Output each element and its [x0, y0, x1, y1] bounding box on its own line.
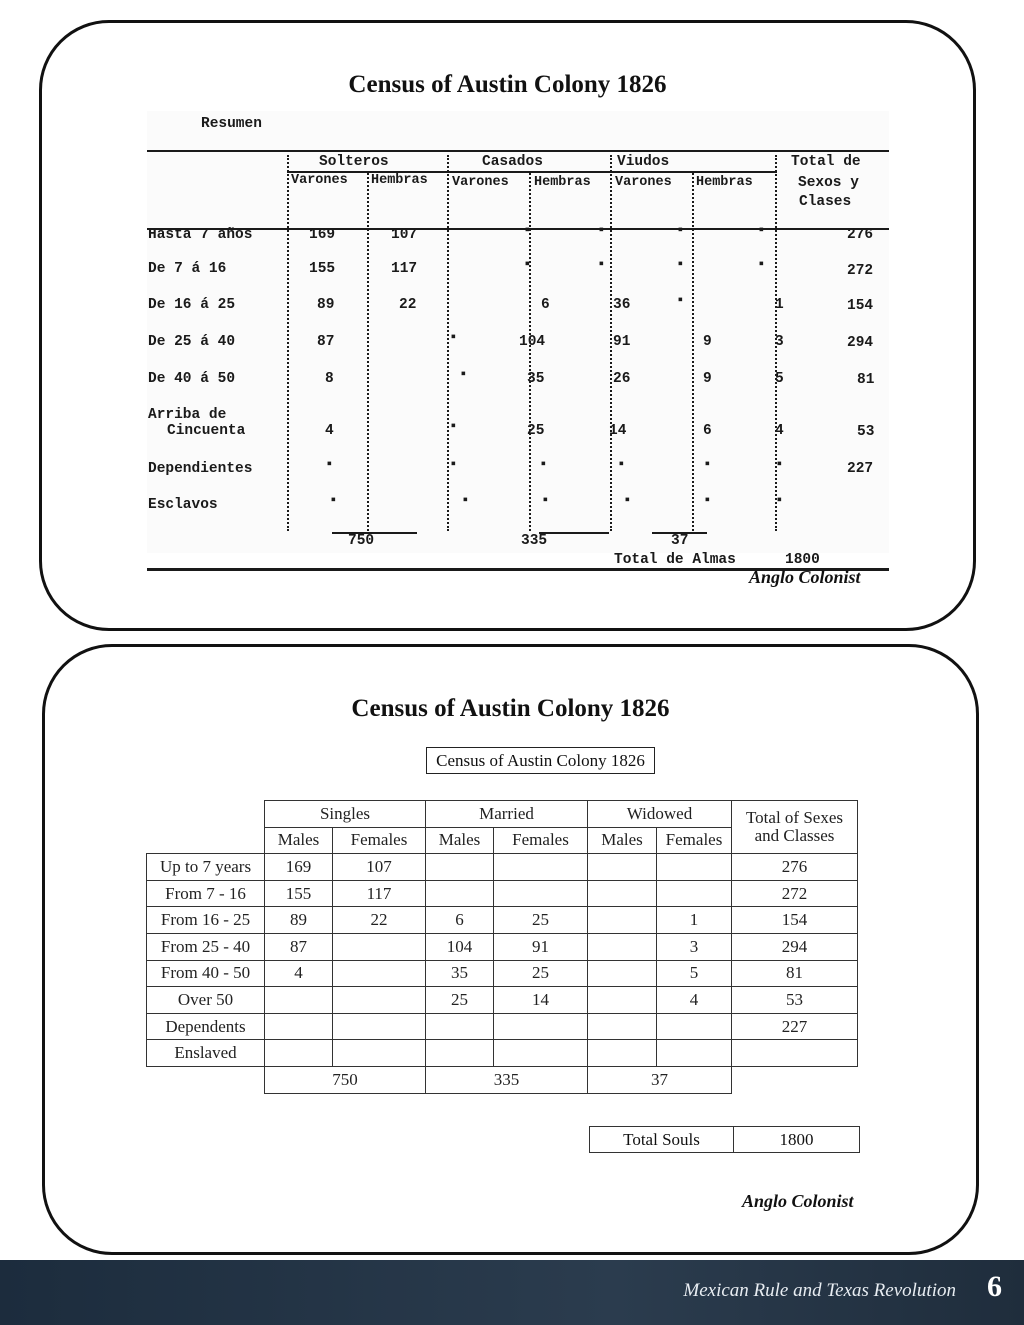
row-total: 272: [732, 880, 858, 907]
table-cell: [657, 854, 732, 881]
scan-resumen: Resumen: [201, 116, 262, 132]
row-label: Up to 7 years: [147, 854, 265, 881]
table-row: [147, 933, 858, 960]
table-cell: [588, 880, 657, 907]
scan-cell: 36: [613, 297, 631, 313]
total-souls-table: [589, 1126, 860, 1153]
scan-subtotal: 335: [521, 533, 548, 549]
scan-cell: 8: [325, 371, 334, 387]
group-header: Singles: [265, 801, 426, 828]
scan-cell: ▪: [775, 457, 784, 473]
table-cell: 87: [265, 933, 333, 960]
page-number: 6: [987, 1270, 1002, 1303]
table-box-title: Census of Austin Colony 1826: [426, 747, 655, 774]
scan-row-label: Cincuenta: [167, 423, 246, 439]
table-cell: 6: [426, 907, 494, 934]
table-cell: [426, 1013, 494, 1040]
scan-col-sep: [610, 155, 612, 531]
panel-title: Census of Austin Colony 1826: [351, 695, 670, 722]
scan-row-label: Esclavos: [148, 497, 218, 513]
scan-subcol: Varones: [452, 175, 509, 190]
table-cell: 104: [426, 933, 494, 960]
scan-cell: ▪: [775, 493, 784, 509]
scan-subcol: Varones: [615, 175, 672, 190]
table-cell: [333, 1040, 426, 1067]
scan-col-sep: [692, 173, 694, 531]
scan-total: 53: [857, 424, 875, 440]
scan-total: 81: [857, 372, 875, 388]
table-cell: 25: [494, 907, 588, 934]
scan-cell: ▪: [449, 419, 458, 435]
table-cell: [426, 880, 494, 907]
total-souls-label: Total Souls: [590, 1127, 734, 1153]
row-label: From 16 - 25: [147, 907, 265, 934]
table-cell: [426, 854, 494, 881]
row-total: 227: [732, 1013, 858, 1040]
row-total: 53: [732, 987, 858, 1014]
scan-subcol: Hembras: [371, 173, 428, 188]
table-cell: [588, 854, 657, 881]
scan-group-header: Viudos: [617, 154, 670, 170]
scan-cell: 5: [775, 371, 784, 387]
group-header: Widowed: [588, 801, 732, 828]
scan-cell: ▪: [597, 223, 606, 239]
table-row: [147, 1040, 858, 1067]
scan-group-header: Solteros: [319, 154, 389, 170]
scan-row-label: De 40 á 50: [148, 371, 236, 387]
table-cell: [588, 960, 657, 987]
table-cell: [494, 1040, 588, 1067]
total-header: [732, 801, 858, 854]
scan-row-label: Dependientes: [148, 461, 253, 477]
scan-cell: 9: [703, 371, 712, 387]
scan-cell: 35: [527, 371, 545, 387]
table-cell: [333, 933, 426, 960]
table-row: [147, 1013, 858, 1040]
scan-subcol: Hembras: [696, 175, 753, 190]
table-cell: [265, 1013, 333, 1040]
image-caption: Anglo Colonist: [749, 567, 861, 587]
row-label: Enslaved: [147, 1040, 265, 1067]
scan-row-label: De 7 á 16: [148, 261, 227, 277]
scan-cell: 22: [399, 297, 417, 313]
scan-cell: ▪: [703, 493, 712, 509]
panel-title: Census of Austin Colony 1826: [348, 71, 667, 98]
scan-cell: ▪: [523, 257, 532, 273]
row-label: Over 50: [147, 987, 265, 1014]
scanned-census-table: [147, 111, 889, 568]
subcol-header: Females: [333, 827, 426, 854]
row-total: [732, 1040, 858, 1067]
table-cell: [494, 880, 588, 907]
scan-cell: 89: [317, 297, 335, 313]
row-label: From 40 - 50: [147, 960, 265, 987]
total-souls-value: 1800: [734, 1127, 860, 1153]
scan-cell: 9: [703, 334, 712, 350]
scan-cell: 107: [391, 227, 418, 243]
table-cell: [588, 907, 657, 934]
scan-subcol: Varones: [291, 173, 348, 188]
scan-row-label: Arriba de: [148, 407, 227, 423]
row-label: From 7 - 16: [147, 880, 265, 907]
image-caption: Anglo Colonist: [742, 1191, 854, 1211]
scan-panel: [39, 20, 976, 631]
census-table: [146, 800, 858, 1094]
scan-subtotal: 37: [671, 533, 689, 549]
table-cell: 22: [333, 907, 426, 934]
scan-cell: 117: [391, 261, 418, 277]
scan-row-label: De 16 á 25: [148, 297, 236, 313]
scan-cell: ▪: [539, 457, 548, 473]
scan-total: 272: [847, 263, 874, 279]
scan-total-label: Total de Almas: [614, 552, 736, 568]
scan-cell: ▪: [757, 257, 766, 273]
transcription-panel: [42, 644, 979, 1255]
scan-subcol: Hembras: [534, 175, 591, 190]
subcol-header: Males: [426, 827, 494, 854]
table-cell: [657, 1013, 732, 1040]
scan-cell: ▪: [757, 223, 766, 239]
scan-total-value: 1800: [785, 552, 820, 568]
table-cell: [588, 1013, 657, 1040]
scan-cell: ▪: [523, 223, 532, 239]
scan-col-sep: [287, 155, 289, 531]
table-cell: 107: [333, 854, 426, 881]
scan-cell: 91: [613, 334, 631, 350]
scan-cell: ▪: [325, 457, 334, 473]
scan-cell: 87: [317, 334, 335, 350]
table-header-row: [147, 801, 858, 828]
table-cell: [494, 854, 588, 881]
table-cell: 4: [265, 960, 333, 987]
scan-total: 154: [847, 298, 874, 314]
table-cell: [265, 1040, 333, 1067]
scan-row-label: De 25 á 40: [148, 334, 236, 350]
subtotal-cell: 37: [588, 1066, 732, 1093]
table-cell: [657, 1040, 732, 1067]
table-cell: 117: [333, 880, 426, 907]
scan-cell: ▪: [703, 457, 712, 473]
table-row: [147, 854, 858, 881]
row-label: Dependents: [147, 1013, 265, 1040]
scan-subtotal: 750: [348, 533, 375, 549]
subtotal-cell: 335: [426, 1066, 588, 1093]
table-row: [147, 880, 858, 907]
table-row: [147, 960, 858, 987]
table-row: [147, 907, 858, 934]
table-cell: [494, 1013, 588, 1040]
scan-rule: [332, 532, 417, 534]
table-cell: 14: [494, 987, 588, 1014]
row-total: 276: [732, 854, 858, 881]
scan-cell: 4: [325, 423, 334, 439]
table-cell: 169: [265, 854, 333, 881]
scan-cell: ▪: [617, 457, 626, 473]
scan-total-header: Total de: [791, 154, 861, 170]
scan-cell: 6: [541, 297, 550, 313]
scan-cell: 6: [703, 423, 712, 439]
scan-cell: 1: [775, 297, 784, 313]
scan-cell: 25: [527, 423, 545, 439]
group-header: Married: [426, 801, 588, 828]
scan-total: 294: [847, 335, 874, 351]
table-cell: 1: [657, 907, 732, 934]
scan-cell: ▪: [676, 257, 685, 273]
table-cell: 35: [426, 960, 494, 987]
scan-cell: ▪: [676, 223, 685, 239]
table-cell: 5: [657, 960, 732, 987]
footer-title: Mexican Rule and Texas Revolution: [683, 1280, 956, 1301]
scan-cell: ▪: [541, 493, 550, 509]
scan-total-header: Sexos y: [798, 175, 859, 191]
scan-cell: 155: [309, 261, 336, 277]
table-cell: [333, 1013, 426, 1040]
subtotal-cell: 750: [265, 1066, 426, 1093]
table-row: [147, 987, 858, 1014]
table-cell: 3: [657, 933, 732, 960]
scan-row-label: Hasta 7 años: [148, 227, 253, 243]
row-label: From 25 - 40: [147, 933, 265, 960]
scan-cell: 3: [775, 334, 784, 350]
table-cell: [333, 987, 426, 1014]
subcol-header: Females: [657, 827, 732, 854]
scan-cell: ▪: [461, 493, 470, 509]
scan-total-header: Clases: [799, 194, 852, 210]
row-total: 294: [732, 933, 858, 960]
table-cell: [588, 933, 657, 960]
table-cell: 25: [494, 960, 588, 987]
scan-rule: [287, 171, 777, 173]
scan-cell: ▪: [329, 493, 338, 509]
subcol-header: Males: [265, 827, 333, 854]
scan-cell: ▪: [676, 293, 685, 309]
scan-cell: 14: [609, 423, 627, 439]
scan-cell: ▪: [597, 257, 606, 273]
scan-cell: ▪: [449, 457, 458, 473]
total-header-line: and Classes: [754, 826, 835, 846]
subtotal-row: [147, 1066, 858, 1093]
table-cell: 89: [265, 907, 333, 934]
row-total: 154: [732, 907, 858, 934]
table-cell: 91: [494, 933, 588, 960]
row-total: 81: [732, 960, 858, 987]
scan-cell: 26: [613, 371, 631, 387]
table-cell: 4: [657, 987, 732, 1014]
subcol-header: Females: [494, 827, 588, 854]
scan-cell: ▪: [459, 367, 468, 383]
scan-cell: 169: [309, 227, 336, 243]
table-cell: [426, 1040, 494, 1067]
scan-total: 227: [847, 461, 874, 477]
scan-cell: 4: [775, 423, 784, 439]
scan-rule: [539, 532, 609, 534]
table-cell: [588, 987, 657, 1014]
table-cell: 155: [265, 880, 333, 907]
table-cell: [333, 960, 426, 987]
table-cell: [657, 880, 732, 907]
table-cell: [265, 987, 333, 1014]
scan-total: 276: [847, 227, 874, 243]
scan-cell: ▪: [623, 493, 632, 509]
total-header-line: Total of Sexes: [745, 808, 843, 828]
page-footer: [0, 1260, 1024, 1325]
scan-cell: ▪: [449, 330, 458, 346]
table-cell: [588, 1040, 657, 1067]
subcol-header: Males: [588, 827, 657, 854]
scan-group-header: Casados: [482, 154, 543, 170]
scan-rule: [147, 150, 889, 152]
scan-cell: 104: [519, 334, 546, 350]
scan-col-sep: [367, 173, 369, 531]
table-cell: 25: [426, 987, 494, 1014]
